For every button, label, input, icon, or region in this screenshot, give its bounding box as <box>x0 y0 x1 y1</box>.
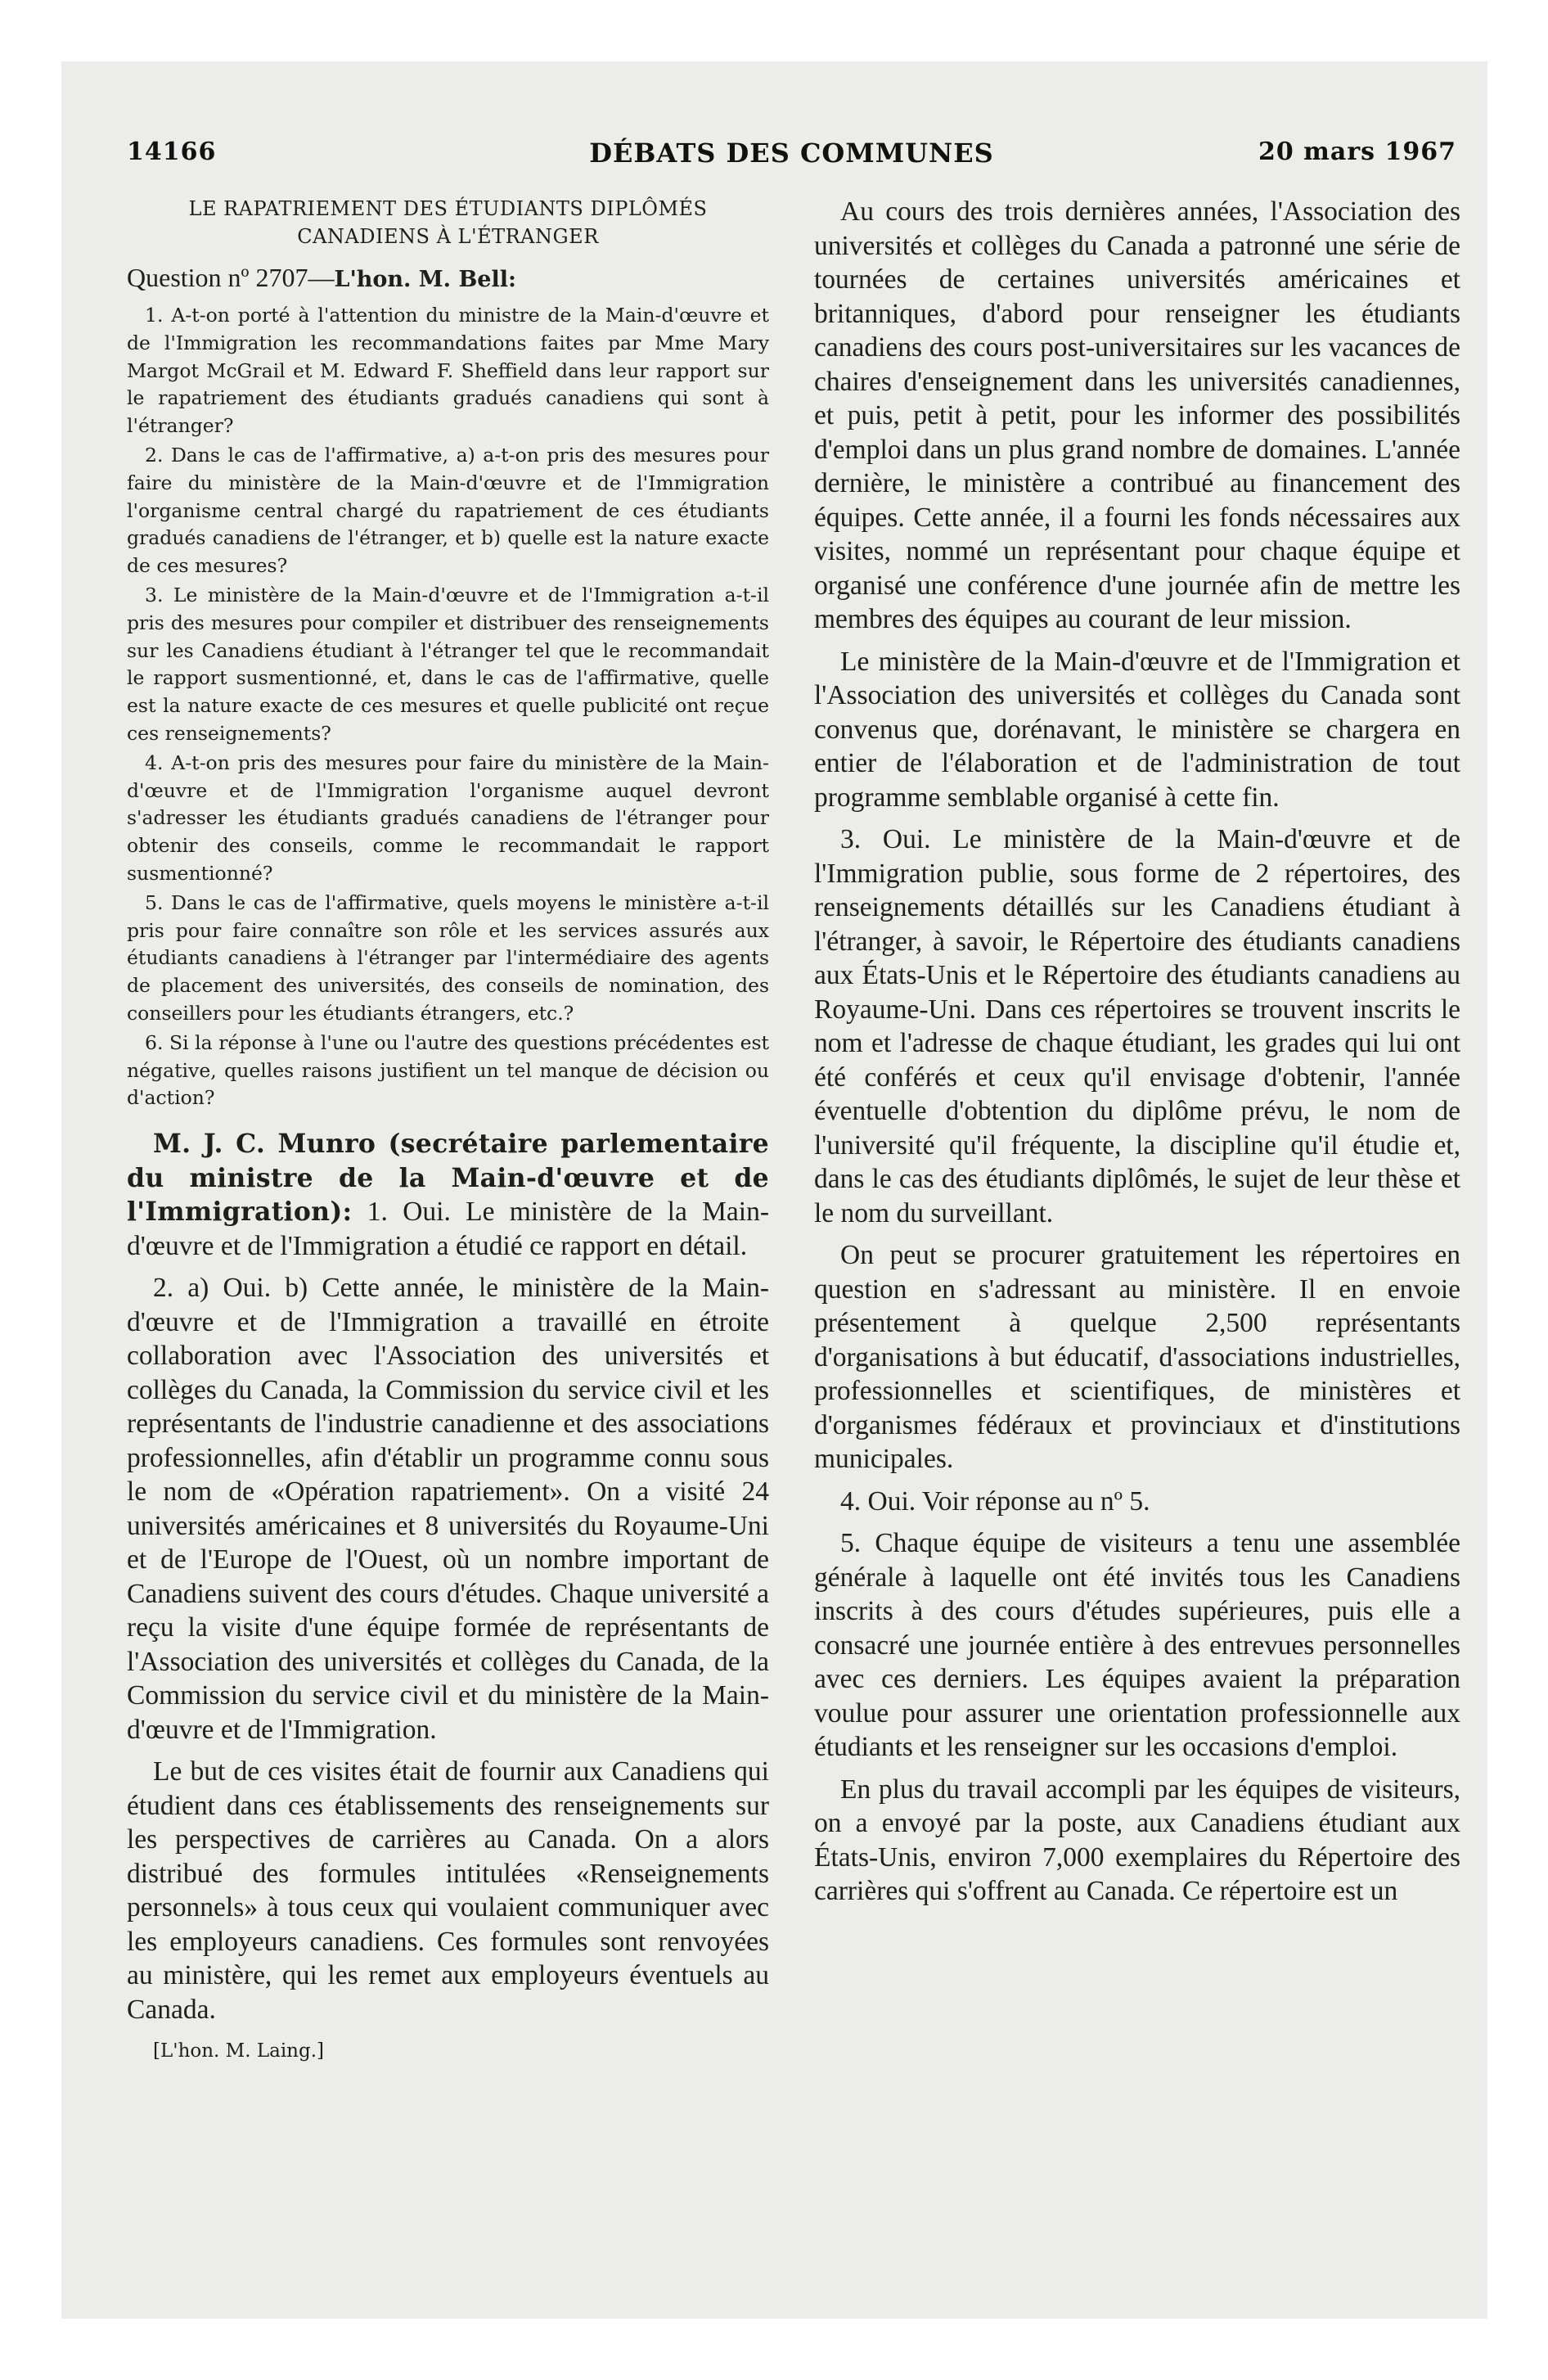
right-column <box>814 195 1460 1917</box>
left-column <box>127 195 769 2083</box>
answer-paragraph: 4. Oui. Voir réponse au nº 5. <box>840 1485 1150 1517</box>
question-item: 4. A-t-on pris des mesures pour faire du ministère de la Main-d'œuvre et de l'Immigration l'organisme auquel devront s'adresser les étudiants gradués canadiens de l'étranger pour obtenir des conseils, comme le recommandait le rapport susmentionné? <box>127 751 769 885</box>
page-header <box>127 137 1456 178</box>
answer-paragraph: Au cours des trois dernières années, l'Association des universités et collèges du Canada a patronné une série de tournées de certaines universités américaines et britanniques, d'abord pour renseigner les étudiants canadiens des cours post-universitaires sur les vacances de chaires d'enseignement dans les universités canadiennes, et puis, petit à petit, pour les informer des possibilités d'emploi dans un plus grand nombre de domaines. L'année dernière, le ministère a contribué au financement des équipes. Cette année, il a fourni les fonds nécessaires aux visites, nommé un représentant pour chaque équipe et organisé une conférence d'une journée afin de mettre les membres des équipes au courant de leur mission. <box>814 196 1460 634</box>
section-title-line-1: LE RAPATRIEMENT DES ÉTUDIANTS DIPLÔMÉS <box>188 197 708 220</box>
question-item: 6. Si la réponse à l'une ou l'autre des questions précédentes est négative, quelles raisons justifient un tel manque de décision ou d'action? <box>127 1030 769 1110</box>
answer-paragraph: Le ministère de la Main-d'œuvre et de l'Immigration et l'Association des universités et collèges du Canada sont convenus que, dorénavant, le ministère se chargera en entier de l'élaboration et de l'administration de tout programme semblable organisé à cette fin. <box>814 646 1460 813</box>
signature: [L'hon. M. Laing.] <box>153 2040 324 2062</box>
section-title-line-2: CANADIENS À L'ÉTRANGER <box>297 225 599 248</box>
answer-paragraph: 3. Oui. Le ministère de la Main-d'œuvre et de l'Immigration publie, sous forme de 2 répertoires, des renseignements détaillés sur les Canadiens étudiant à l'étranger, à savoir, le Répertoire des étudiants canadiens aux États-Unis et le Répertoire des étudiants canadiens au Royaume-Uni. Dans ces répertoires se trouvent inscrits le nom et l'adresse de chaque étudiant, les grades qui lui ont été conférés et ceux qu'il envisage d'obtenir, l'année éventuelle d'obtention du diplôme prévu, le nom de l'université qu'il fréquente, la discipline qu'il étudie et, dans le cas des étudiants diplômés, le sujet de leur thèse et le nom du surveillant. <box>814 824 1460 1228</box>
section-title <box>127 195 769 250</box>
question-asker: L'hon. M. Bell: <box>334 267 516 292</box>
question-heading <box>127 260 769 297</box>
answer-paragraph <box>127 1127 769 1263</box>
page-number: 14166 <box>127 137 217 166</box>
answer-speaker: M. J. C. Munro (secrétaire parlementaire du ministre de la Main-d'œuvre et de l'Immigration): <box>127 1129 769 1228</box>
answer-paragraph: 2. a) Oui. b) Cette année, le ministère de la Main-d'œuvre et de l'Immigration a travaillé en étroite collaboration avec l'Association des universités et collèges du Canada, la Commission du service civil et les représentants de l'industrie canadienne et des associations professionnelles, afin d'établir un programme connu sous le nom de «Opération rapatriement». On a visité 24 universités américaines et 8 universités du Royaume-Uni et de l'Europe de l'Ouest, où un nombre important de Canadiens suivent des cours d'études. Chaque université a reçu la visite d'une équipe formée de représentants de l'Association des universités et collèges du Canada, de la Commission du service civil et du ministère de la Main-d'œuvre et de l'Immigration. <box>127 1273 769 1745</box>
page-date: 20 mars 1967 <box>1258 137 1456 166</box>
question-item: 1. A-t-on porté à l'attention du ministre de la Main-d'œuvre et de l'Immigration les recommandations faites par Mme Mary Margot McGrail et M. Edward F. Sheffield dans leur rapport sur le rapatriement des étudiants gradués canadiens qui sont à l'étranger? <box>127 304 769 438</box>
answer-paragraph: En plus du travail accompli par les équipes de visiteurs, on a envoyé par la poste, aux Canadiens étudiant aux États-Unis, environ 7,000 exemplaires du Répertoire des carrières qui s'offrent au Canada. Ce répertoire est un <box>814 1774 1460 1906</box>
journal-title: DÉBATS DES COMMUNES <box>589 137 994 169</box>
question-item: 3. Le ministère de la Main-d'œuvre et de l'Immigration a-t-il pris des mesures pour compiler et distribuer des renseignements sur les Canadiens étudiant à l'étranger tel que le recommandait le rapport susmentionné, et, dans le cas de l'affirmative, quelle est la nature exacte de ces mesures et quelle publicité ont reçue ces renseignements? <box>127 583 769 745</box>
question-label: Question nº 2707— <box>127 263 335 292</box>
answer-paragraph: Le but de ces visites était de fournir aux Canadiens qui étudient dans ces établissements des renseignements sur les perspectives de carrières au Canada. On a alors distribué des formules intitulées «Renseignements personnels» à tous ceux qui voulaient communiquer avec les employeurs canadiens. Ces formules sont renvoyées au ministère, qui les remet aux employeurs éventuels au Canada. <box>127 1756 769 2025</box>
answer-first-text: 1. Oui. Le ministère de la Main-d'œuvre et de l'Immigration a étudié ce rapport en détail. <box>127 1197 769 1261</box>
answer-paragraph: On peut se procurer gratuitement les répertoires en question en s'adressant au ministère. Il en envoie présentement à quelque 2,500 représentants d'organisations à but éducatif, d'associations industrielles, professionnelles et scientifiques, de ministères et d'organismes fédéraux et provinciaux et d'institutions municipales. <box>814 1240 1460 1474</box>
question-item: 2. Dans le cas de l'affirmative, a) a-t-on pris des mesures pour faire du ministère de la Main-d'œuvre et de l'Immigration l'organisme central chargé du rapatriement de ces étudiants gradués canadiens de l'étranger, et b) quelle est la nature exacte de ces mesures? <box>127 443 769 578</box>
question-item: 5. Dans le cas de l'affirmative, quels moyens le ministère a-t-il pris pour faire connaître son rôle et les services assurés aux étudiants canadiens à l'étranger par l'intermédiaire des agents de placement des universités, des conseils de nomination, des conseillers pour les étudiants étrangers, etc.? <box>127 890 769 1025</box>
answer-paragraph: 5. Chaque équipe de visiteurs a tenu une assemblée générale à laquelle ont été invités tous les Canadiens inscrits à des cours d'études supérieures, puis elle a consacré une journée entière à des entrevues personnelles avec ces derniers. Les équipes avaient la préparation voulue pour assurer une orientation professionnelle aux étudiants et les renseigner sur les occasions d'emploi. <box>814 1528 1460 1762</box>
